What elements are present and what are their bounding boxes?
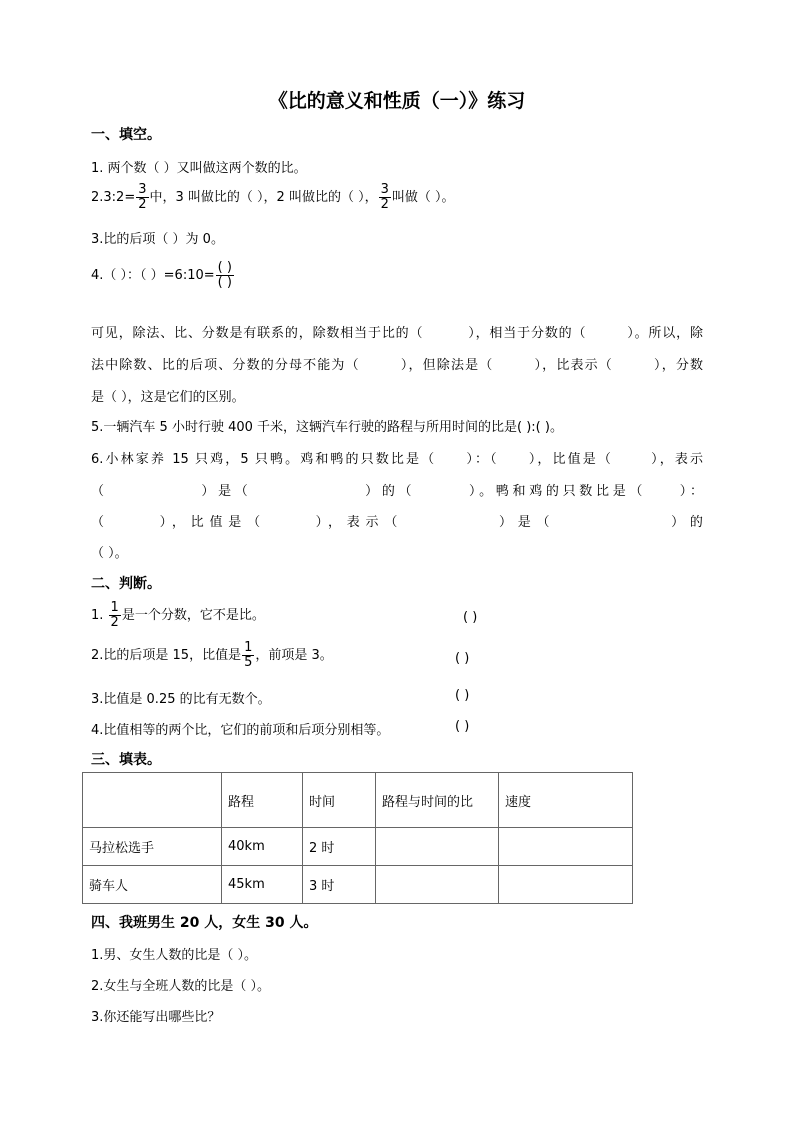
text-segment: ），表示 [649, 452, 703, 467]
text-segment: 6.小林家养 15 只鸡，5 只鸭。鸡和鸭的只数比是（ [91, 452, 437, 467]
table-header-cell: 时间 [303, 773, 376, 828]
judge-answer-2[interactable]: ( ) [455, 651, 470, 666]
text-segment: ）。鸭和鸡的只数比是（ [465, 484, 647, 499]
q4-text: 4.（ ）：（ ）=6:10= [91, 268, 215, 283]
table-cell: 骑车人 [83, 866, 222, 904]
paragraph-line-1 [91, 322, 703, 341]
table-cell: 马拉松选手 [83, 828, 222, 866]
text-segment: ），但除法是（ [399, 358, 494, 373]
text-segment: ）：（ [464, 452, 499, 467]
text-segment: 是一个分数，它不是比。 [121, 608, 265, 623]
section-1-heading: 一、填空。 [91, 127, 161, 143]
text-segment: ）的（ [361, 484, 416, 499]
fraction-1-5 [242, 641, 254, 670]
section-4-heading: 四、我班男生 20 人，女生 30 人。 [91, 915, 318, 931]
fraction-denominator: ( ) [217, 275, 232, 290]
text-segment: ），分数 [652, 358, 703, 373]
judge-question-3: 3.比值是 0.25 的比有无数个。 [91, 692, 271, 707]
question-1-6-line-4: （ ）。 [91, 546, 128, 561]
fraction-1-2 [109, 601, 121, 630]
text-segment: 1. [91, 608, 108, 623]
text-segment: ）的 [665, 515, 703, 530]
table-row [83, 866, 633, 904]
text-segment: ）是（ [493, 515, 556, 530]
question-1-6-line-3 [91, 511, 703, 530]
table-header-row [83, 773, 633, 828]
table-header-cell: 速度 [499, 773, 633, 828]
section-3-heading: 三、填表。 [91, 752, 161, 768]
question-1-6-line-1 [91, 448, 703, 467]
text-segment: （ [91, 484, 108, 499]
table-cell: 2 时 [303, 828, 376, 866]
fraction-numerator: 1 [110, 600, 119, 615]
table-cell: 40km [222, 828, 303, 866]
table-answer-cell[interactable] [376, 866, 499, 904]
text-segment: 2.比的后项是 15，比值是 [91, 648, 242, 663]
fraction-numerator: 1 [244, 640, 253, 655]
q2-text-c: 叫做（ ）。 [391, 190, 455, 205]
table-cell: 3 时 [303, 866, 376, 904]
text-segment: ，前项是 3。 [255, 648, 333, 663]
text-segment: ），表示（ [309, 515, 404, 530]
judge-question-4: 4.比值相等的两个比，它们的前项和后项分别相等。 [91, 723, 390, 738]
text-segment: ）是（ [197, 484, 252, 499]
text-segment: 可见，除法、比、分数是有联系的，除数相当于比的（ [91, 326, 424, 341]
question-1-1: 1. 两个数（ ）又叫做这两个数的比。 [91, 161, 307, 176]
fraction-numerator: ( ) [217, 260, 232, 275]
text-segment: 法中除数、比的后项、分数的分母不能为（ [91, 358, 360, 373]
question-1-6-line-2 [91, 480, 703, 499]
fraction-numerator: 3 [380, 182, 389, 197]
paragraph-line-3: 是（ ），这是它们的区别。 [91, 390, 245, 405]
page-title: 《比的意义和性质（一）》练习 [268, 90, 526, 112]
judge-answer-1[interactable]: ( ) [463, 610, 478, 625]
table-answer-cell[interactable] [376, 828, 499, 866]
question-1-2 [91, 183, 455, 212]
question-1-5: 5.一辆汽车 5 小时行驶 400 千米，这辆汽车行驶的路程与所用时间的比是( ):( )。 [91, 420, 563, 435]
judge-question-2 [91, 641, 333, 670]
speed-table [82, 772, 633, 904]
question-4-2: 2.女生与全班人数的比是（ ）。 [91, 979, 271, 994]
question-1-3: 3.比的后项（ ）为 0。 [91, 232, 224, 247]
question-4-1: 1.男、女生人数的比是（ ）。 [91, 948, 258, 963]
fraction-3-2-second [379, 183, 391, 212]
text-segment: ），比表示（ [533, 358, 613, 373]
paragraph-line-2 [91, 354, 703, 373]
question-4-3: 3.你还能写出哪些比？ [91, 1010, 221, 1025]
table-header-cell: 路程与时间的比 [376, 773, 499, 828]
section-2-heading: 二、判断。 [91, 576, 161, 592]
text-segment: ），相当于分数的（ [467, 326, 587, 341]
question-1-4 [91, 261, 235, 290]
judge-question-1 [91, 601, 265, 630]
judge-answer-3[interactable]: ( ) [455, 688, 470, 703]
fraction-3-2 [136, 183, 148, 212]
table-cell: 45km [222, 866, 303, 904]
judge-answer-4[interactable]: ( ) [455, 719, 470, 734]
table-answer-cell[interactable] [499, 866, 633, 904]
text-segment: ），比值是（ [526, 452, 614, 467]
fraction-denominator: 2 [380, 197, 389, 212]
text-segment: ）。所以，除 [626, 326, 703, 341]
table-answer-cell[interactable] [499, 828, 633, 866]
table-row [83, 828, 633, 866]
fraction-denominator: 2 [110, 615, 119, 630]
fraction-blank [216, 261, 234, 290]
fraction-denominator: 2 [138, 197, 147, 212]
text-segment: ），比值是（ [153, 515, 266, 530]
fraction-numerator: 3 [138, 182, 147, 197]
table-header-cell [83, 773, 222, 828]
q2-text-b: 中，3 叫做比的（ ），2 叫做比的（ ）， [149, 190, 378, 205]
fraction-denominator: 5 [244, 655, 253, 670]
text-segment: （ [91, 515, 110, 530]
table-header-cell: 路程 [222, 773, 303, 828]
text-segment: ）： [676, 484, 703, 499]
q2-text-a: 2.3:2= [91, 190, 136, 205]
